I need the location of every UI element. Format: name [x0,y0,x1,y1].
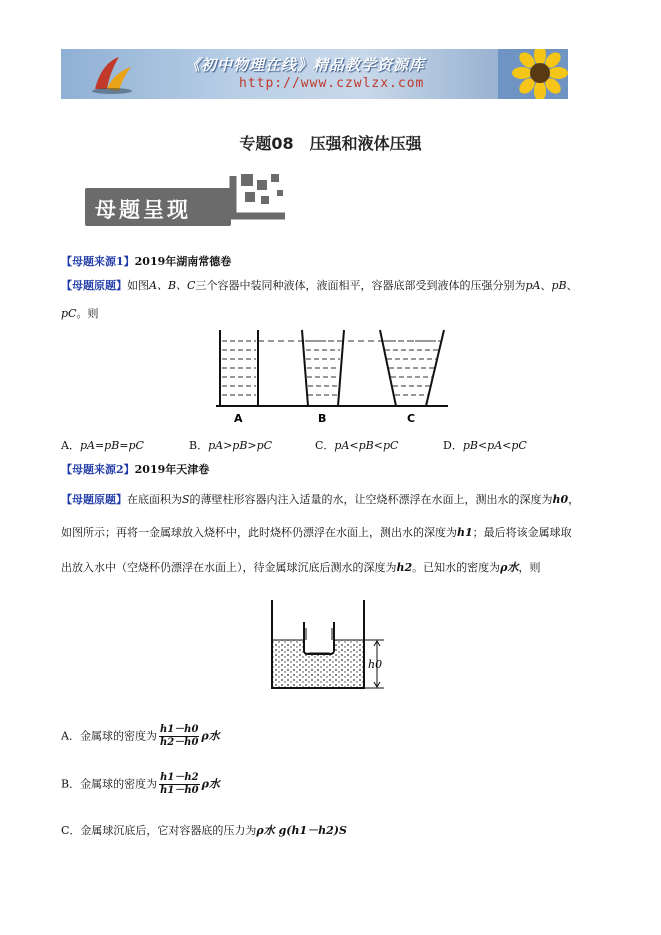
q2-option-a[interactable]: A．金属球的密度为 $\frac{h1-h0}{h2-h0}$ ρ水 [61,724,220,748]
section-badge-label: 母题呈现 [95,198,191,222]
q2-option-b-fraction: $\frac{h1-h2}{h1-h0}$ [160,772,199,796]
banner-url[interactable]: http://www.czwlzx.com [239,76,425,91]
site-logo-icon [89,53,135,95]
container-label-c: C [407,412,416,425]
container-with-beaker-figure [268,598,388,692]
q2-option-b[interactable]: B．金属球的密度为 $\frac{h1-h2}{h1-h0}$ ρ水 [61,772,220,796]
container-label-a: A [234,412,243,425]
q1-stem-line1: 【母题原题】如图A、B、C三个容器中装同种液体，液面相平，容器底部受到液体的压强分别为pA、pB、 [61,279,578,292]
q2-stem-line3: 出放入水中（空烧杯仍漂浮在水面上），待金属球沉底后测水的深度为h2。已知水的密度为ρ水，则 [61,561,541,574]
header-banner [61,49,568,99]
q1-stem-line2: pC。则 [61,307,99,320]
q2-stem-line2: 如图所示；再将一金属球放入烧杯中，此时烧杯仍漂浮在水面上，测出水的深度为h1；最后将该金属球取 [61,526,572,539]
decorative-squares-icon [225,172,297,234]
container-label-b: B [318,412,327,425]
q2-stem-line1: 【母题原题】在底面积为S的薄壁柱形容器内注入适量的水，让空烧杯漂浮在水面上，测出水的深度为h0， [61,493,580,506]
q1-source: 【母题来源1】2019年湖南常德卷 [61,255,232,268]
q1-option-d[interactable]: D．pB<pA<pC [443,439,527,452]
h0-label: h0 [368,658,383,671]
q1-option-c[interactable]: C．pA<pB<pC [315,439,399,452]
sunflower-icon [498,49,568,99]
page-title: 专题08 压强和液体压强 [239,134,422,153]
q1-option-a[interactable]: A．pA=pB=pC [61,439,144,452]
section-badge [85,172,297,234]
three-containers-figure [214,326,450,426]
banner-title: 《初中物理在线》精品教学资源库 [185,56,426,74]
q2-option-a-fraction: $\frac{h1-h0}{h2-h0}$ [159,724,199,748]
q1-option-b[interactable]: B．pA>pB>pC [189,439,273,452]
q2-option-c[interactable]: C．金属球沉底后，它对容器底的压力为ρ水 g(h1－h2)S [61,824,347,837]
q2-source: 【母题来源2】2019年天津卷 [61,463,210,476]
